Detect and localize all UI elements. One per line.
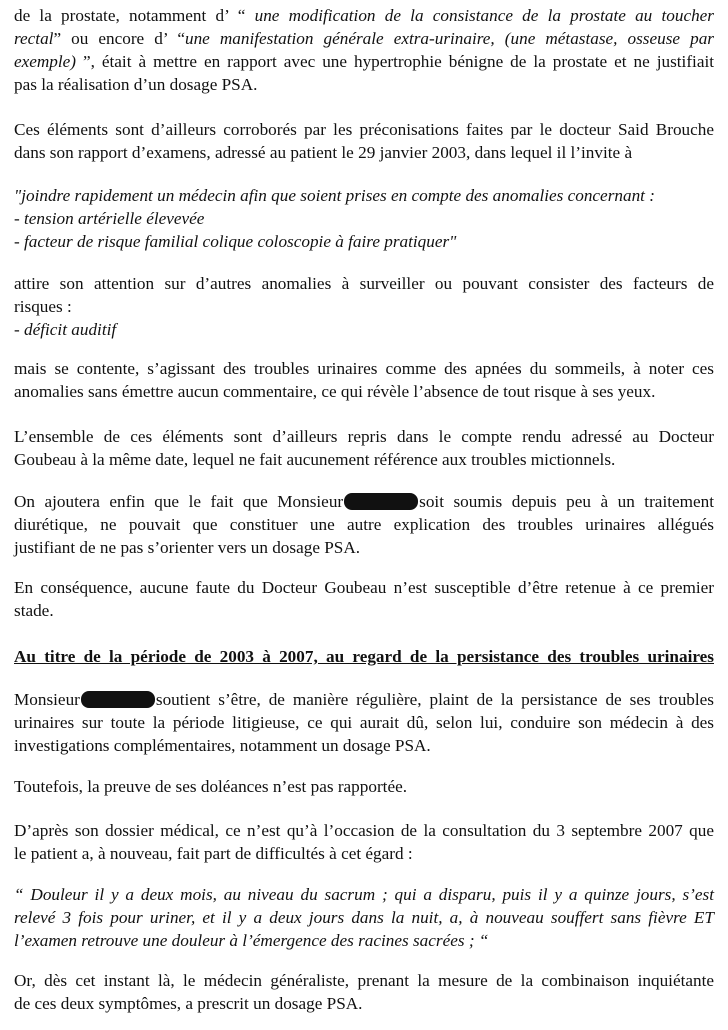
quote-anomalies — [14, 184, 714, 253]
paragraph-conclusion — [14, 969, 714, 1015]
paragraph-toutefois — [14, 775, 714, 798]
paragraph-attention — [14, 272, 714, 341]
paragraph-prostate — [14, 4, 714, 96]
text: soit soumis depuis peu à un traitement — [419, 492, 714, 511]
quote-line: "joindre rapidement un médecin afin que soient prises en compte des anomalies concernant : — [14, 186, 655, 205]
redaction-mark — [344, 493, 418, 510]
text: ”, était à mettre en rapport avec une hypertrophie bénigne de la prostate et ne justifiait — [83, 52, 714, 71]
quote-douleur — [14, 883, 714, 952]
quote-line: l’examen retrouve une douleur à l’émergence des racines sacrées ; “ — [14, 931, 489, 950]
text-line: justifiant de ne pas s’orienter vers un dosage PSA. — [14, 538, 361, 557]
quote-text: une modification de la consistance de la prostate au toucher — [254, 6, 714, 25]
quote-text: une manifestation générale extra-urinaire, (une métastase, osseuse par — [184, 29, 714, 48]
text-line: Ces éléments sont d’ailleurs corroborés par les préconisations faites par le docteur Said Brouche — [14, 120, 714, 139]
text-line: investigations complémentaires, notamment un dosage PSA. — [14, 736, 431, 755]
text-line: urinaires sur toute la période litigieuse, ce qui aurait dû, selon lui, conduire son médecin à des — [14, 713, 714, 732]
quote-text: exemple) — [14, 52, 83, 71]
text-line: de ces deux symptômes, a prescrit un dosage PSA. — [14, 994, 363, 1013]
text-line: Goubeau à la même date, lequel ne fait aucunement référence aux troubles mictionnels. — [14, 450, 616, 469]
text-line: Or, dès cet instant là, le médecin généraliste, prenant la mesure de la combinaison inquiétante — [14, 971, 714, 990]
paragraph-dossier — [14, 819, 714, 865]
quote-line: - déficit auditif — [14, 320, 117, 339]
heading-text: Au titre de la période de 2003 à 2007, au regard de la persistance des troubles urinaires — [14, 647, 714, 666]
redaction-mark — [81, 691, 155, 708]
paragraph-consequence — [14, 576, 714, 622]
quote-line: relevé 3 fois pour uriner, et il y a deux jours dans la nuit, a, à nouveau souffert sans fièvre ET — [14, 908, 714, 927]
text-line: diurétique, ne pouvait que constituer une autre explication des troubles urinaires allégués — [14, 515, 714, 534]
paragraph-diuretique — [14, 490, 714, 559]
text: soutient s’être, de manière régulière, plaint de la persistance de ses troubles — [155, 690, 714, 709]
text-line: L’ensemble de ces éléments sont d’ailleurs repris dans le compte rendu adressé au Docteur — [14, 427, 714, 446]
text-line: risques : — [14, 297, 72, 316]
text-line: Toutefois, la preuve de ses doléances n’est pas rapportée. — [14, 777, 408, 796]
paragraph-monsieur — [14, 688, 714, 757]
text-line: stade. — [14, 601, 54, 620]
paragraph-ensemble — [14, 425, 714, 471]
quote-line: - facteur de risque familial colique coloscopie à faire pratiquer" — [14, 232, 457, 251]
paragraph-contente — [14, 357, 714, 403]
text: On ajoutera enfin que le fait que Monsieur — [14, 492, 344, 511]
quote-text: rectal — [14, 29, 54, 48]
text-line: anomalies sans émettre aucun commentaire, ce qui révèle l’absence de tout risque à ses yeux. — [14, 382, 656, 401]
text: ” ou encore d’ “ — [53, 29, 185, 48]
text-line: le patient a, à nouveau, fait part de difficultés à cet égard : — [14, 844, 413, 863]
text-line: pas la réalisation d’un dosage PSA. — [14, 75, 258, 94]
section-heading — [14, 645, 714, 668]
text-line: dans son rapport d’examens, adressé au patient le 29 janvier 2003, dans lequel il l’invite à — [14, 143, 633, 162]
quote-line: - tension artérielle élevevée — [14, 209, 205, 228]
quote-line: “ Douleur il y a deux mois, au niveau du sacrum ; qui a disparu, puis il y a quinze jours, s’est — [14, 885, 714, 904]
text: Monsieur — [14, 690, 80, 709]
text-line: attire son attention sur d’autres anomalies à surveiller ou pouvant consister des facteurs de — [14, 274, 714, 293]
paragraph-brouche — [14, 118, 714, 164]
text: de la prostate, notamment d’ “ — [14, 6, 255, 25]
text-line: D’après son dossier médical, ce n’est qu’à l’occasion de la consultation du 3 septembre 2007 que — [14, 821, 714, 840]
text-line: mais se contente, s’agissant des troubles urinaires comme des apnées du sommeils, à noter ces — [14, 359, 714, 378]
text-line: En conséquence, aucune faute du Docteur Goubeau n’est susceptible d’être retenue à ce premier — [14, 578, 714, 597]
